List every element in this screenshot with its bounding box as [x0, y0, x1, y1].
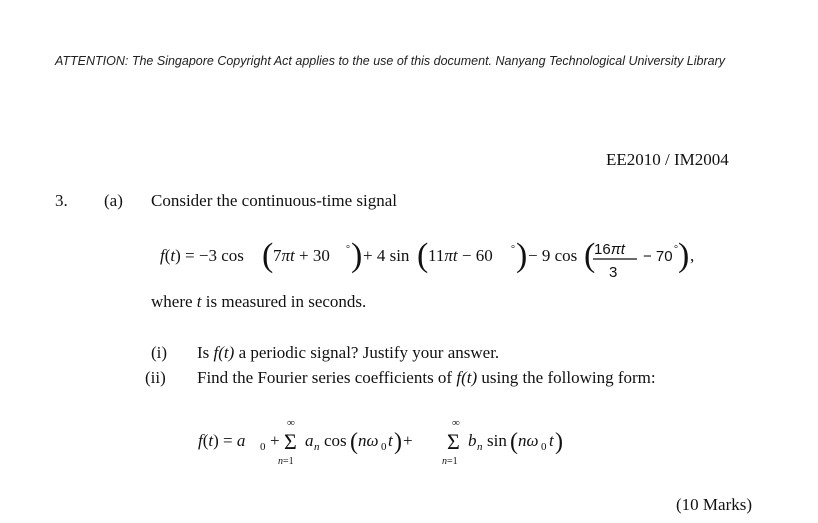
- subpart-i-after: a periodic signal? Justify your answer.: [234, 343, 500, 362]
- svg-text:b: b: [468, 431, 477, 450]
- svg-text:− 9 cos: − 9 cos: [528, 246, 578, 265]
- svg-text:0: 0: [381, 441, 387, 453]
- svg-text:°: °: [346, 244, 350, 255]
- svg-text:11πt − 60: 11πt − 60: [428, 246, 493, 265]
- svg-text:°: °: [674, 244, 678, 255]
- where-statement: [151, 292, 366, 312]
- svg-text:f(t) = −3 cos: f(t) = −3 cos: [160, 246, 244, 265]
- svg-text:f(t) = a: f(t) = a: [198, 431, 246, 450]
- svg-text:n: n: [477, 441, 483, 453]
- signal-equation: [160, 228, 700, 280]
- svg-text:): ): [555, 429, 563, 455]
- svg-text:+: +: [403, 431, 413, 450]
- subpart-ii-text: [197, 368, 656, 388]
- svg-text:7πt + 30: 7πt + 30: [273, 246, 330, 265]
- question-part: (a): [104, 191, 123, 210]
- where-suffix: is measured in seconds.: [201, 292, 367, 311]
- svg-text:a: a: [305, 431, 314, 450]
- svg-text:n: n: [314, 441, 320, 453]
- svg-text:): ): [678, 237, 690, 274]
- svg-text:nω: nω: [518, 431, 539, 450]
- where-prefix: where: [151, 292, 197, 311]
- marks-allocation: (10 Marks): [676, 495, 753, 514]
- subpart-i-label: (i): [151, 343, 168, 362]
- subpart-i-text: [197, 343, 499, 363]
- subpart-ii-func: f(t): [456, 368, 478, 387]
- subpart-ii-after: using the following form:: [477, 368, 656, 387]
- svg-text:3: 3: [609, 264, 618, 281]
- svg-text:+: +: [270, 431, 280, 450]
- signal-equation-svg: [160, 228, 700, 280]
- svg-text:∞: ∞: [287, 417, 295, 429]
- svg-text:): ): [394, 429, 402, 455]
- copyright-notice: ATTENTION: The Singapore Copyright Act applies to the use of this document. Nanyang Technological University Library: [55, 54, 726, 68]
- subpart-ii-label: (ii): [145, 368, 166, 387]
- svg-text:n=1: n=1: [278, 456, 294, 467]
- svg-text:t: t: [388, 431, 393, 450]
- svg-text:− 70: − 70: [643, 248, 673, 265]
- question-intro: Consider the continuous-time signal: [151, 191, 397, 210]
- svg-text:Σ: Σ: [447, 429, 460, 454]
- svg-text:+ 4 sin: + 4 sin: [363, 246, 410, 265]
- svg-text:cos: cos: [324, 431, 347, 450]
- svg-text:(: (: [584, 237, 596, 274]
- svg-text:(: (: [262, 237, 274, 274]
- svg-text:nω: nω: [358, 431, 379, 450]
- fourier-series-svg: [198, 418, 598, 468]
- where-variable: t: [196, 292, 202, 311]
- svg-text:): ): [516, 237, 528, 274]
- fourier-series-equation: [198, 418, 598, 468]
- svg-text:t: t: [549, 431, 554, 450]
- svg-text:16πt: 16πt: [594, 241, 625, 258]
- svg-text:sin: sin: [487, 431, 507, 450]
- svg-text:(: (: [350, 429, 358, 455]
- svg-text:Σ: Σ: [284, 429, 297, 454]
- svg-text:n=1: n=1: [442, 456, 458, 467]
- svg-text:°: °: [511, 244, 515, 255]
- subpart-i-func: f(t): [213, 343, 235, 362]
- subpart-i-before: Is: [197, 343, 214, 362]
- svg-text:0: 0: [260, 441, 266, 453]
- svg-text:∞: ∞: [452, 417, 460, 429]
- svg-text:0: 0: [541, 441, 547, 453]
- question-number: 3.: [55, 191, 68, 210]
- course-code: EE2010 / IM2004: [606, 150, 729, 169]
- svg-text:(: (: [510, 429, 518, 455]
- subpart-ii-before: Find the Fourier series coefficients of: [197, 368, 457, 387]
- svg-text:): ): [351, 237, 363, 274]
- svg-text:,: ,: [690, 246, 695, 265]
- svg-text:(: (: [417, 237, 429, 274]
